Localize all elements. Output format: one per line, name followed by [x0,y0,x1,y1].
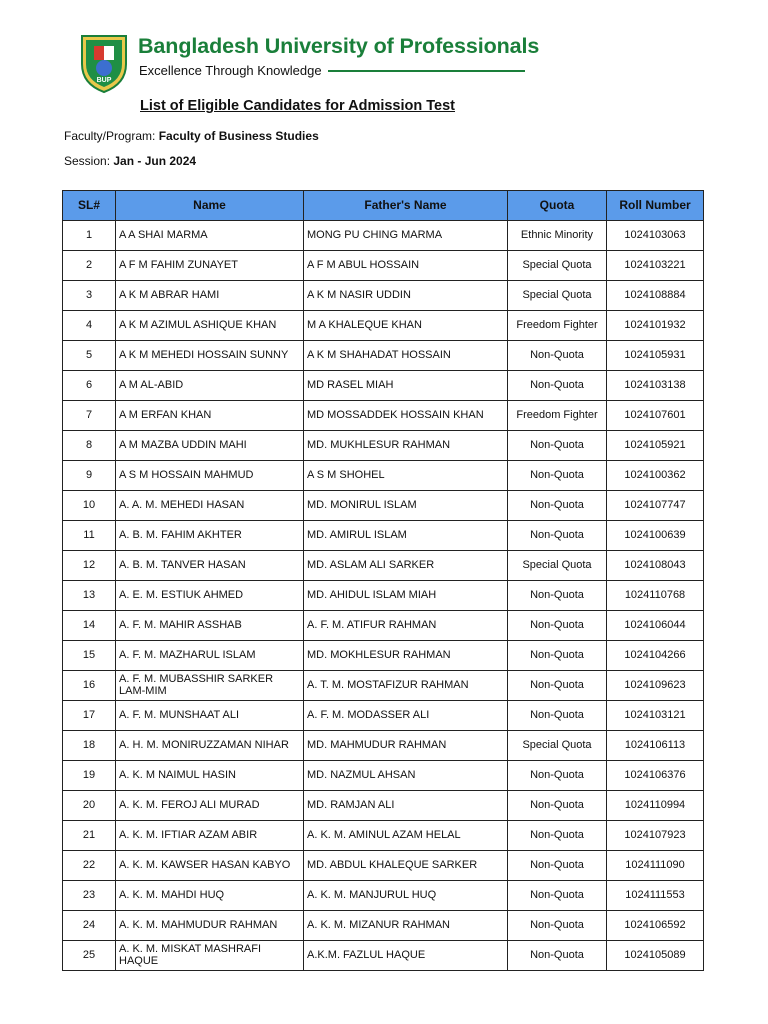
cell-roll-number: 1024101932 [607,311,704,341]
cell-father-name: M A KHALEQUE KHAN [304,311,508,341]
cell-sl: 12 [63,551,116,581]
table-row [63,641,704,671]
cell-name: A. K. M. MAHDI HUQ [116,881,304,911]
cell-roll-number: 1024105931 [607,341,704,371]
table-row [63,401,704,431]
col-header-quota: Quota [508,191,607,221]
cell-father-name: A F M ABUL HOSSAIN [304,251,508,281]
table-row [63,341,704,371]
cell-name: A M MAZBA UDDIN MAHI [116,431,304,461]
session-line [64,154,196,168]
cell-father-name: A. T. M. MOSTAFIZUR RAHMAN [304,671,508,701]
cell-father-name: A.K.M. FAZLUL HAQUE [304,941,508,971]
cell-roll-number: 1024103138 [607,371,704,401]
cell-name: A. B. M. TANVER HASAN [116,551,304,581]
cell-roll-number: 1024110768 [607,581,704,611]
cell-name: A. K. M NAIMUL HASIN [116,761,304,791]
cell-sl: 24 [63,911,116,941]
cell-name: A. K. M. IFTIAR AZAM ABIR [116,821,304,851]
cell-sl: 16 [63,671,116,701]
table-row [63,761,704,791]
cell-sl: 19 [63,761,116,791]
cell-father-name: MD. ASLAM ALI SARKER [304,551,508,581]
cell-name: A. A. M. MEHEDI HASAN [116,491,304,521]
cell-sl: 21 [63,821,116,851]
cell-sl: 17 [63,701,116,731]
cell-quota: Non-Quota [508,491,607,521]
cell-father-name: MD. ABDUL KHALEQUE SARKER [304,851,508,881]
cell-father-name: MD RASEL MIAH [304,371,508,401]
svg-text:BUP: BUP [96,77,112,84]
cell-name: A. H. M. MONIRUZZAMAN NIHAR [116,731,304,761]
session-label: Session: [64,154,111,168]
cell-name: A S M HOSSAIN MAHMUD [116,461,304,491]
cell-father-name: A. F. M. MODASSER ALI [304,701,508,731]
cell-quota: Non-Quota [508,941,607,971]
tagline-rule [328,70,525,72]
cell-quota: Non-Quota [508,851,607,881]
cell-roll-number: 1024109623 [607,671,704,701]
cell-father-name: A. F. M. ATIFUR RAHMAN [304,611,508,641]
cell-quota: Special Quota [508,731,607,761]
cell-name: A. F. M. MAHIR ASSHAB [116,611,304,641]
cell-sl: 9 [63,461,116,491]
candidates-table [62,190,704,971]
cell-sl: 8 [63,431,116,461]
col-header-roll-number: Roll Number [607,191,704,221]
cell-roll-number: 1024103121 [607,701,704,731]
table-row [63,881,704,911]
cell-quota: Non-Quota [508,671,607,701]
table-header-row [63,191,704,221]
cell-quota: Non-Quota [508,431,607,461]
cell-father-name: A. K. M. MANJURUL HUQ [304,881,508,911]
cell-quota: Non-Quota [508,341,607,371]
cell-name: A. B. M. FAHIM AKHTER [116,521,304,551]
cell-quota: Non-Quota [508,761,607,791]
cell-sl: 22 [63,851,116,881]
table-row [63,821,704,851]
cell-sl: 3 [63,281,116,311]
cell-father-name: A. K. M. AMINUL AZAM HELAL [304,821,508,851]
table-row [63,371,704,401]
cell-quota: Non-Quota [508,581,607,611]
cell-sl: 10 [63,491,116,521]
table-row [63,581,704,611]
cell-roll-number: 1024107747 [607,491,704,521]
cell-quota: Freedom Fighter [508,311,607,341]
cell-quota: Non-Quota [508,701,607,731]
table-body [63,221,704,971]
cell-quota: Non-Quota [508,881,607,911]
cell-name: A. F. M. MAZHARUL ISLAM [116,641,304,671]
table-row [63,701,704,731]
cell-name: A K M ABRAR HAMI [116,281,304,311]
cell-roll-number: 1024106113 [607,731,704,761]
table-row [63,551,704,581]
cell-quota: Non-Quota [508,821,607,851]
cell-name: A M ERFAN KHAN [116,401,304,431]
col-header-father-name: Father's Name [304,191,508,221]
cell-father-name: MD. MONIRUL ISLAM [304,491,508,521]
cell-roll-number: 1024108043 [607,551,704,581]
cell-sl: 20 [63,791,116,821]
faculty-label: Faculty/Program: [64,129,156,143]
table-row [63,731,704,761]
cell-quota: Special Quota [508,551,607,581]
cell-father-name: MD. AMIRUL ISLAM [304,521,508,551]
cell-name: A. F. M. MUBASSHIR SARKER LAM-MIM [116,671,304,701]
cell-roll-number: 1024106376 [607,761,704,791]
table-row [63,521,704,551]
table-row [63,251,704,281]
table-row [63,491,704,521]
cell-quota: Non-Quota [508,791,607,821]
cell-father-name: A K M SHAHADAT HOSSAIN [304,341,508,371]
cell-father-name: MD MOSSADDEK HOSSAIN KHAN [304,401,508,431]
cell-roll-number: 1024106044 [607,611,704,641]
col-header-sl: SL# [63,191,116,221]
bup-logo [76,30,132,94]
cell-roll-number: 1024103221 [607,251,704,281]
table-row [63,281,704,311]
cell-roll-number: 1024108884 [607,281,704,311]
cell-quota: Special Quota [508,281,607,311]
cell-name: A F M FAHIM ZUNAYET [116,251,304,281]
cell-name: A. K. M. KAWSER HASAN KABYO [116,851,304,881]
cell-roll-number: 1024104266 [607,641,704,671]
cell-sl: 15 [63,641,116,671]
cell-roll-number: 1024100362 [607,461,704,491]
table-row [63,671,704,701]
cell-sl: 14 [63,611,116,641]
faculty-value: Faculty of Business Studies [158,129,319,143]
cell-roll-number: 1024110994 [607,791,704,821]
faculty-line [64,129,319,143]
university-name: Bangladesh University of Professionals [138,34,540,58]
cell-quota: Non-Quota [508,641,607,671]
cell-quota: Non-Quota [508,911,607,941]
cell-name: A A SHAI MARMA [116,221,304,251]
cell-father-name: MD. MUKHLESUR RAHMAN [304,431,508,461]
table-row [63,851,704,881]
university-tagline: Excellence Through Knowledge [139,63,322,78]
cell-father-name: A K M NASIR UDDIN [304,281,508,311]
cell-name: A. F. M. MUNSHAAT ALI [116,701,304,731]
cell-quota: Non-Quota [508,461,607,491]
cell-roll-number: 1024111553 [607,881,704,911]
document-title: List of Eligible Candidates for Admission Test [140,98,456,114]
cell-name: A K M MEHEDI HOSSAIN SUNNY [116,341,304,371]
cell-father-name: MD. NAZMUL AHSAN [304,761,508,791]
cell-quota: Non-Quota [508,521,607,551]
table-row [63,431,704,461]
table-row [63,911,704,941]
cell-father-name: MD. MAHMUDUR RAHMAN [304,731,508,761]
table-row [63,461,704,491]
university-header [76,28,540,96]
cell-sl: 2 [63,251,116,281]
cell-roll-number: 1024103063 [607,221,704,251]
cell-quota: Special Quota [508,251,607,281]
cell-sl: 13 [63,581,116,611]
table-row [63,941,704,971]
cell-father-name: MD. AHIDUL ISLAM MIAH [304,581,508,611]
cell-roll-number: 1024106592 [607,911,704,941]
cell-father-name: MD. RAMJAN ALI [304,791,508,821]
cell-roll-number: 1024105089 [607,941,704,971]
cell-roll-number: 1024105921 [607,431,704,461]
cell-sl: 23 [63,881,116,911]
cell-sl: 11 [63,521,116,551]
cell-sl: 1 [63,221,116,251]
table-row [63,221,704,251]
cell-name: A. K. M. MISKAT MASHRAFI HAQUE [116,941,304,971]
session-value: Jan - Jun 2024 [113,154,197,168]
col-header-name: Name [116,191,304,221]
cell-roll-number: 1024111090 [607,851,704,881]
cell-sl: 25 [63,941,116,971]
cell-father-name: MD. MOKHLESUR RAHMAN [304,641,508,671]
cell-roll-number: 1024100639 [607,521,704,551]
cell-quota: Ethnic Minority [508,221,607,251]
cell-sl: 18 [63,731,116,761]
cell-sl: 5 [63,341,116,371]
cell-quota: Non-Quota [508,611,607,641]
cell-name: A. K. M. FEROJ ALI MURAD [116,791,304,821]
cell-father-name: A. K. M. MIZANUR RAHMAN [304,911,508,941]
cell-sl: 7 [63,401,116,431]
cell-roll-number: 1024107923 [607,821,704,851]
cell-quota: Freedom Fighter [508,401,607,431]
cell-father-name: MONG PU CHING MARMA [304,221,508,251]
cell-name: A. E. M. ESTIUK AHMED [116,581,304,611]
cell-name: A K M AZIMUL ASHIQUE KHAN [116,311,304,341]
table-row [63,311,704,341]
cell-roll-number: 1024107601 [607,401,704,431]
cell-name: A. K. M. MAHMUDUR RAHMAN [116,911,304,941]
cell-quota: Non-Quota [508,371,607,401]
cell-sl: 4 [63,311,116,341]
cell-father-name: A S M SHOHEL [304,461,508,491]
table-row [63,791,704,821]
cell-sl: 6 [63,371,116,401]
table-row [63,611,704,641]
cell-name: A M AL-ABID [116,371,304,401]
